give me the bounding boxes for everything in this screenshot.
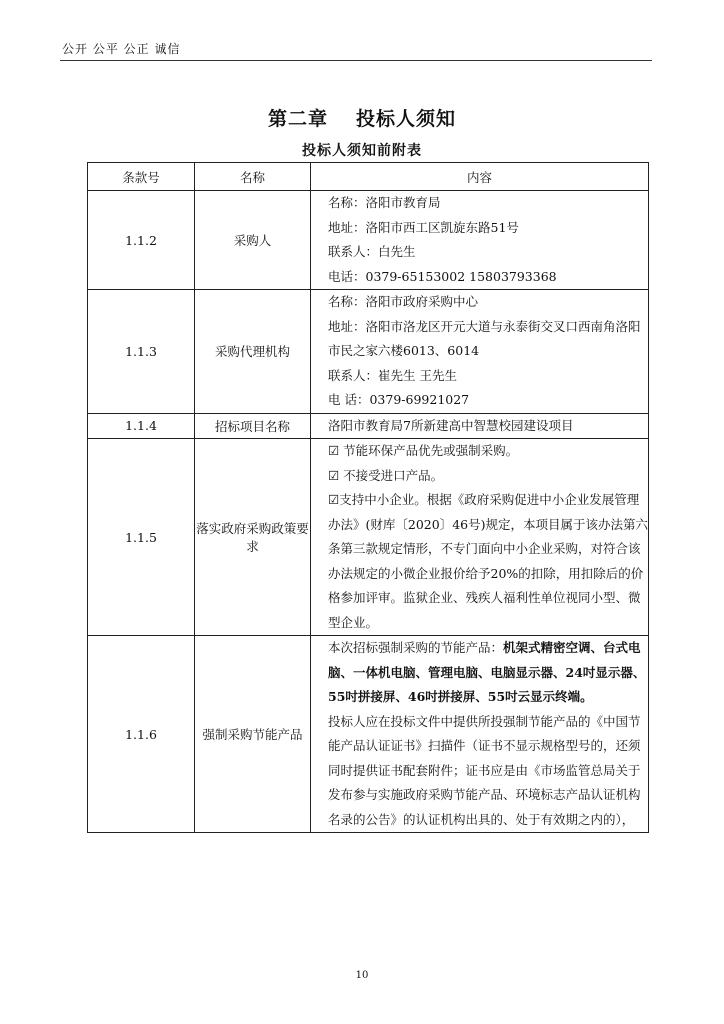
content-text: 办法规定的小微企业报价给予20%的扣除，用扣除后的价 [328,565,644,581]
content-text: 名称：洛阳市教育局 [328,195,441,210]
chapter-title [0,104,724,131]
content-line [328,710,648,735]
content-line [328,562,648,587]
column-header: 条款号 [88,163,195,191]
content-line [328,783,648,808]
item-name: 采购人 [195,191,311,290]
content-text: 电 话：0379-69921027 [328,392,470,407]
content-text: 洛阳市教育局7所新建高中智慧校园建设项目 [328,417,574,433]
item-content [311,636,649,833]
clause-number: 1.1.6 [88,636,195,833]
content-line [328,339,648,364]
chapter-name: 投标人须知 [356,108,457,130]
content-line [328,240,648,265]
content-line [328,808,648,833]
content-line [328,388,648,413]
content-text: 地址：洛阳市洛龙区开元大道与永泰街交叉口西南角洛阳 [328,318,641,334]
clause-number: 1.1.5 [88,439,195,636]
content-line [328,586,648,611]
item-name: 招标项目名称 [195,413,311,439]
content-line [328,513,648,538]
item-content [311,191,649,290]
table-row [88,439,649,636]
table-row [88,191,649,290]
content-text: 投标人应在投标文件中提供所投强制节能产品的《中国节 [328,713,641,729]
content-text: 名称：洛阳市政府采购中心 [328,294,479,309]
content-line [328,661,648,686]
clause-number: 1.1.4 [88,413,195,439]
content-text: 办法》(财库〔2020〕46号)规定，本项目属于该办法第六 [328,516,648,532]
content-text: 联系人：白先生 [328,244,416,259]
content-line [328,734,648,759]
clause-number: 1.1.2 [88,191,195,290]
content-line [328,611,648,636]
content-line [328,414,648,439]
content-line [328,290,648,315]
content-text: 发布参与实施政府采购节能产品、环境标志产品认证机构 [328,787,641,802]
content-text: ☑ 节能环保产品优先或强制采购。 [328,443,519,458]
content-line [328,216,648,241]
content-text: ☑支持中小企业。根据《政府采购促进中小企业发展管理 [328,492,640,507]
page-number: 10 [355,970,369,981]
item-content [311,439,649,636]
content-text: 同时提供证书配套附件；证书应是由《市场监管总局关于 [328,762,641,778]
content-line [328,439,648,464]
header-divider [60,60,652,61]
item-name: 采购代理机构 [195,290,311,414]
content-text: 电话：0379-65153002 15803793368 [328,268,557,284]
content-line [328,685,648,710]
bidder-instructions-table [87,162,649,833]
content-text: 市民之家六楼6013、6014 [328,343,480,358]
item-name: 落实政府采购政策要求 [195,439,311,636]
clause-number: 1.1.3 [88,290,195,414]
content-text: 名录的公告》的认证机构出具的、处于有效期之内的）， [328,811,635,827]
content-line [328,636,648,661]
content-text: 地址：洛阳市西工区凯旋东路51号 [328,219,519,235]
content-line [328,464,648,489]
content-line [328,759,648,784]
content-line [328,364,648,389]
content-text: ☑ 不接受进口产品。 [328,467,444,483]
content-intro: 本次招标强制采购的节能产品： [328,640,504,655]
table-row [88,413,649,439]
content-text: 能产品认证证书》扫描件（证书不显示规格型号的，还须 [328,738,641,753]
table-header-row [88,163,649,191]
content-bold-text: 机架式精密空调、台式电 [503,640,641,655]
content-line [328,315,648,340]
item-content [311,413,649,439]
column-header: 名称 [195,163,311,191]
content-text: 条第三款规定情形，不专门面向中小企业采购，对符合该 [328,541,641,556]
header-motto: 公开 公平 公正 诚信 [62,42,181,56]
item-content [311,290,649,414]
content-line [328,488,648,513]
table-row [88,636,649,833]
item-name: 强制采购节能产品 [195,636,311,833]
table-row [88,290,649,414]
content-text: 联系人：崔先生 王先生 [328,367,457,383]
content-bold-text: 55吋拼接屏、46吋拼接屏、55吋云显示终端。 [328,689,593,704]
content-text: 格参加评审。监狱企业、残疾人福利性单位视同小型、微 [328,590,641,605]
content-line [328,265,648,290]
content-line [328,191,648,216]
content-bold-text: 脑、一体机电脑、管理电脑、电脑显示器、24吋显示器、 [328,664,646,680]
content-text: 型企业。 [328,614,379,630]
table-title: 投标人须知前附表 [302,143,422,159]
column-header: 内容 [311,163,649,191]
chapter-number: 第二章 [267,108,328,130]
content-line [328,537,648,562]
